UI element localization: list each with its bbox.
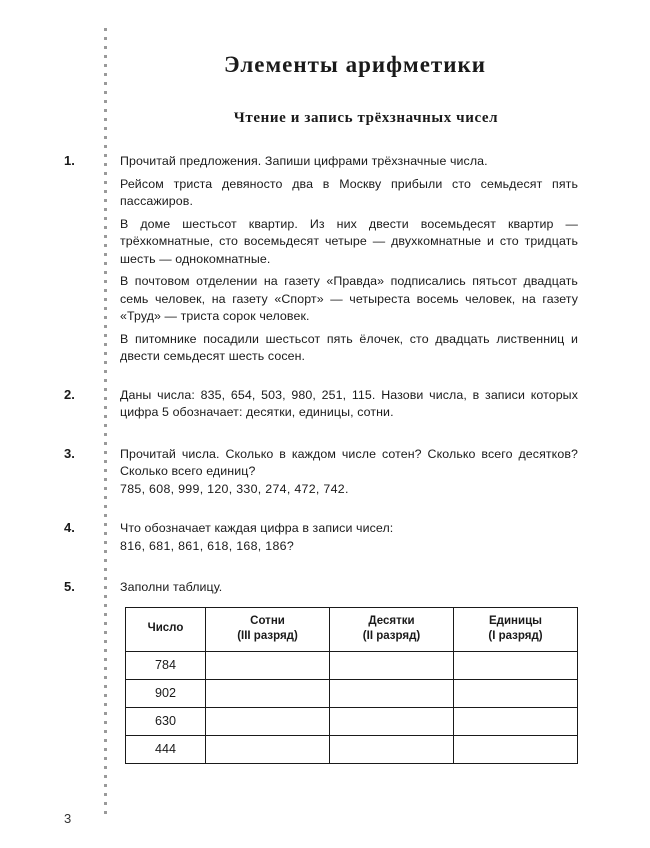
task-item-4 xyxy=(0,520,650,555)
table-header-sublabel: (III разряд) xyxy=(237,629,298,642)
table-header-number xyxy=(126,607,206,651)
table-header-label: Сотни xyxy=(250,614,285,627)
section-title: Чтение и запись трёхзначных чисел xyxy=(233,110,499,126)
table-header-sublabel: (I разряд) xyxy=(488,629,543,642)
table-header-label: Единицы xyxy=(489,614,542,627)
task-number: 3. xyxy=(64,445,75,461)
table-cell-number: 630 xyxy=(126,707,206,735)
table-cell-units[interactable] xyxy=(454,735,578,763)
task-number: 4. xyxy=(64,520,75,535)
task-item-1 xyxy=(0,153,650,366)
place-value-table xyxy=(125,607,578,764)
table-row xyxy=(126,651,578,679)
table-header-row xyxy=(126,607,578,651)
task-paragraph: В почтовом отделении на газету «Правда» подписались пятьсот двадцать семь человек, на газету «Спорт» — четыреста восемь человек, на газету «Труд» — триста сорок человек. xyxy=(120,274,578,323)
task-item-3 xyxy=(0,446,650,499)
table-cell-tens[interactable] xyxy=(330,679,454,707)
page-title: Элементы арифметики xyxy=(224,52,486,77)
task-paragraph: Заполни таблицу. xyxy=(120,580,223,594)
table-row xyxy=(126,707,578,735)
table-cell-hundreds[interactable] xyxy=(206,651,330,679)
table-cell-hundreds[interactable] xyxy=(206,679,330,707)
task-paragraph: Прочитай числа. Сколько в каждом числе сотен? Сколько всего десятков? Сколько всего единиц? xyxy=(120,446,578,478)
table-cell-tens[interactable] xyxy=(330,735,454,763)
task-paragraph: Даны числа: 835, 654, 503, 980, 251, 115. Назови числа, в записи которых цифра 5 обозначает: десятки, единицы, сотни. xyxy=(120,387,578,419)
table-cell-hundreds[interactable] xyxy=(206,707,330,735)
table-cell-units[interactable] xyxy=(454,707,578,735)
task-item-2 xyxy=(0,387,650,422)
task-paragraph: В питомнике посадили шестьсот пять ёлочек, сто двадцать лиственниц и двести семьдесят шесть сосен. xyxy=(120,331,578,363)
task-number: 5. xyxy=(64,579,75,594)
task-number: 1. xyxy=(64,153,75,168)
task-paragraph: Рейсом триста девяносто два в Москву прибыли сто семьдесят пять пассажиров. xyxy=(120,176,578,208)
table-row xyxy=(126,679,578,707)
table-cell-number: 902 xyxy=(126,679,206,707)
table-header-sublabel: (II разряд) xyxy=(362,629,421,642)
table-row xyxy=(126,735,578,763)
table-header-units xyxy=(454,607,578,651)
table-cell-hundreds[interactable] xyxy=(206,735,330,763)
task-numbers-line: 785, 608, 999, 120, 330, 274, 472, 742. xyxy=(120,481,349,496)
table-cell-units[interactable] xyxy=(454,651,578,679)
task-numbers-line: 816, 681, 861, 618, 168, 186? xyxy=(120,538,295,553)
table-cell-tens[interactable] xyxy=(330,651,454,679)
table-header-tens xyxy=(330,607,454,651)
task-item-5 xyxy=(0,579,650,597)
table-cell-number: 784 xyxy=(126,651,206,679)
task-paragraph: В доме шестьсот квартир. Из них двести восемьдесят квартир — трёхкомнатные, сто восемьдесят четыре — двухкомнатные и сто тридцать шесть — однокомнатные. xyxy=(120,216,578,266)
table-cell-number: 444 xyxy=(126,735,206,763)
table-header-label: Десятки xyxy=(368,614,415,627)
table-header-label: Число xyxy=(147,622,184,634)
table-header-hundreds xyxy=(206,607,330,651)
task-number: 2. xyxy=(64,386,75,402)
task-paragraph: Прочитай предложения. Запиши цифрами трёхзначные числа. xyxy=(120,154,488,168)
page-number: 3 xyxy=(64,811,72,826)
fill-table-container xyxy=(0,597,650,764)
table-cell-tens[interactable] xyxy=(330,707,454,735)
table-cell-units[interactable] xyxy=(454,679,578,707)
task-paragraph: Что обозначает каждая цифра в записи чисел: xyxy=(120,521,394,535)
